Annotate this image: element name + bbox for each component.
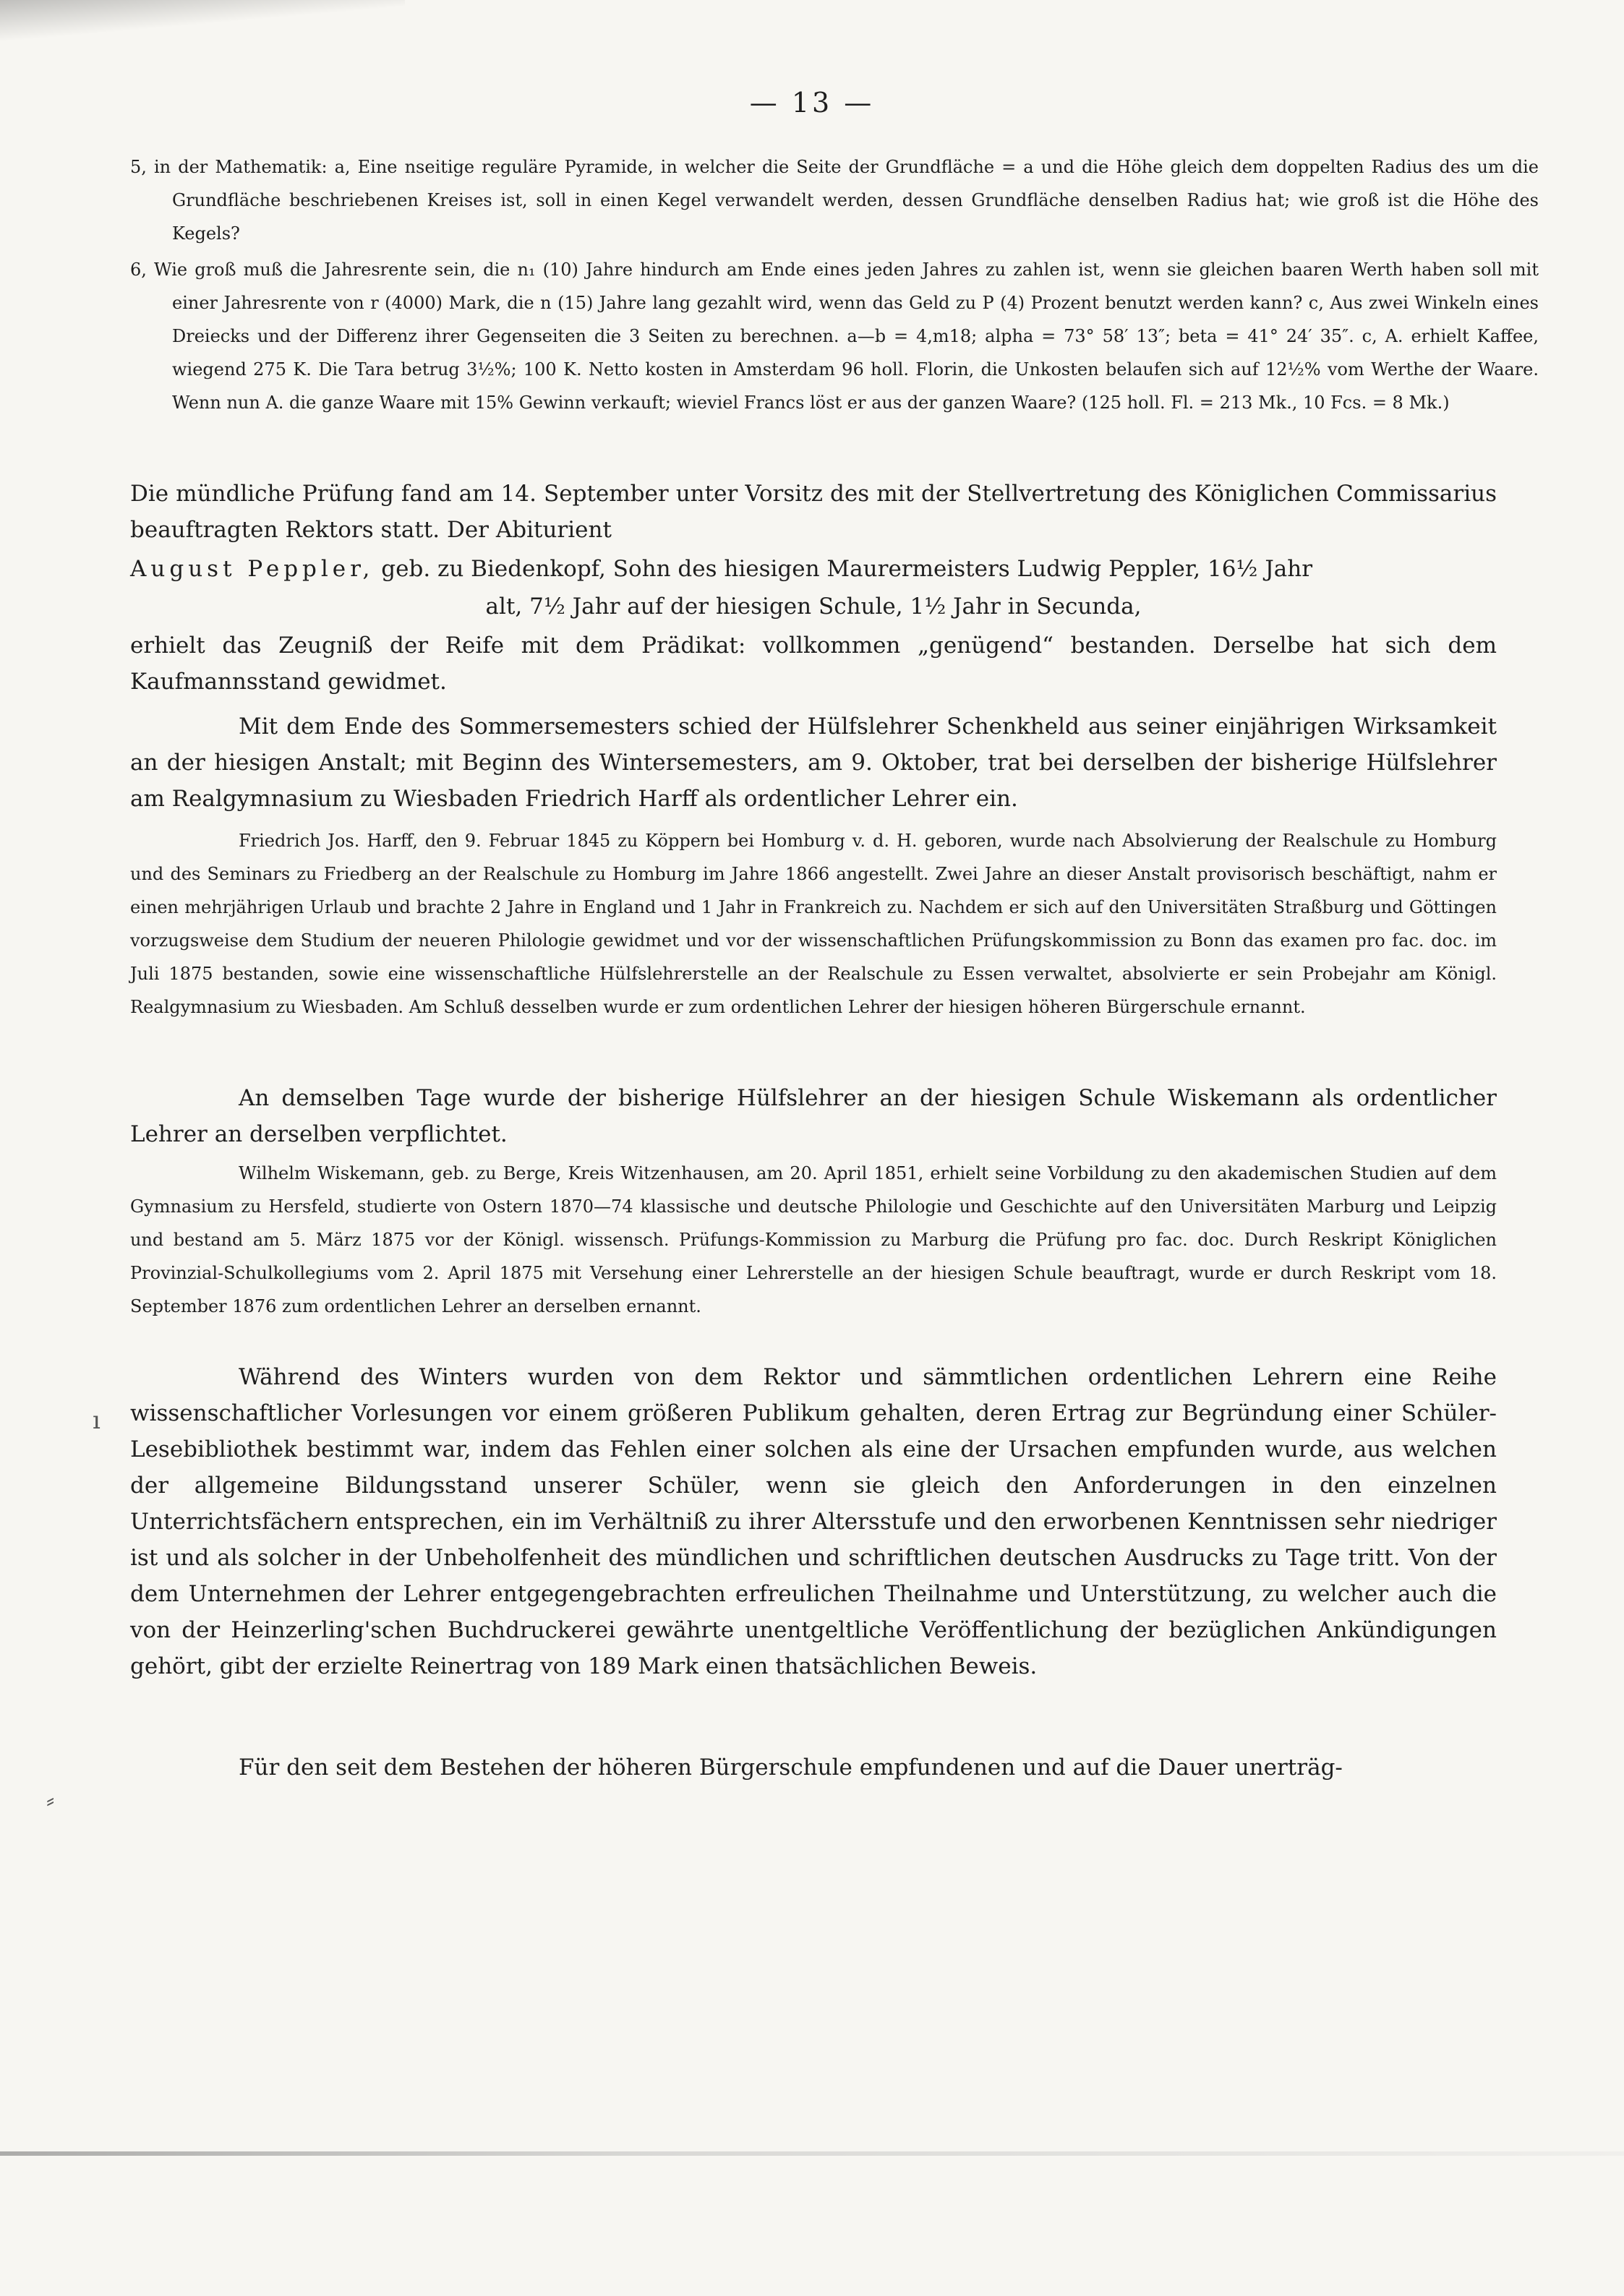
exam-result: erhielt das Zeugniß der Reife mit dem Prädikat: vollkommen „genügend“ bestanden. Derselbe hat sich dem Kaufmannsstand gewidmet.	[130, 633, 1497, 695]
pupil-line-1	[130, 551, 1497, 587]
lectures-paragraph: Während des Winters wurden von dem Rektor und sämmtlichen ordentlichen Lehrern eine Reihe wissenschaftlicher Vorlesungen vor einem größeren Publikum gehalten, deren Ertrag zur Begründung einer Schüler-Lesebibliothek bestimmt war, indem das Fehlen einer solchen als eine der Ursachen empfunden wurde, aus welchen der allgemeine Bildungsstand unserer Schüler, wenn sie gleich den Anforderungen in den einzelnen Unterrichtsfächern entsprechen, ein im Verhältniß zu ihrer Altersstufe und den erworbenen Kenntnissen sehr niedriger ist und als solcher in der Unbeholfenheit des mündlichen und schriftlichen deutschen Ausdrucks zu Tage tritt. Von der dem Unternehmen der Lehrer entgegengebrachten erfreulichen Theilnahme und Unterstützung, zu welcher auch die von der Heinzerling'schen Buchdruckerei gewährte unentgeltliche Veröffentlichung der bezüglichen Ankündigungen gehört, gibt der erzielte Reinertrag von 189 Mark einen thatsächlichen Beweis.	[130, 1364, 1497, 1679]
harff-biography: Friedrich Jos. Harff, den 9. Februar 1845 zu Köppern bei Homburg v. d. H. geboren, wurde nach Absolvierung der Realschule zu Homburg und des Seminars zu Friedberg an der Realschule zu Homburg im Jahre 1866 angestellt. Zwei Jahre an dieser Anstalt provisorisch beschäftigt, nahm er einen mehrjährigen Urlaub und brachte 2 Jahre in England und 1 Jahr in Frankreich zu. Nachdem er sich auf den Universitäten Straßburg und Göttingen vorzugsweise dem Studium der neueren Philologie gewidmet und vor der wissenschaftlichen Prüfungskommission zu Bonn das examen pro fac. doc. im Juli 1875 bestanden, sowie eine wissenschaftliche Hülfslehrerstelle an der Realschule zu Essen verwaltet, absolvierte er sein Probejahr am Königl. Realgymnasium zu Wiesbaden. Am Schluß desselben wurde er zum ordentlichen Lehrer der hiesigen höheren Bürgerschule ernannt.	[130, 831, 1497, 1017]
wiskemann-paragraph: An demselben Tage wurde der bisherige Hülfslehrer an der hiesigen Schule Wiskemann als ordentlicher Lehrer an derselben verpflichtet.	[130, 1085, 1497, 1147]
oral-exam-intro: Die mündliche Prüfung fand am 14. September unter Vorsitz des mit der Stellvertretung des Königlichen Commissarius beauftragten Rektors statt. Der Abiturient	[130, 481, 1497, 543]
pupil-details-1: geb. zu Biedenkopf, Sohn des hiesigen Maurermeisters Ludwig Peppler, 16½ Jahr	[381, 556, 1313, 582]
pupil-name: August Peppler,	[130, 556, 375, 582]
scan-shadow-top	[0, 0, 405, 58]
closing-paragraph: Für den seit dem Bestehen der höheren Bürgerschule empfundenen und auf die Dauer unerträg-	[239, 1755, 1343, 1781]
exam-item-6: 6, Wie groß muß die Jahresrente sein, die n₁ (10) Jahre hindurch am Ende eines jeden Jahres zu zahlen ist, wenn sie gleichen baaren Werth haben soll mit einer Jahresrente von r (4000) Mark, die n (15) Jahre lang gezahlt wird, wenn das Geld zu P (4) Prozent benutzt werden kann? c, Aus zwei Winkeln eines Dreiecks und der Differenz ihrer Gegenseiten die 3 Seiten zu berechnen. a—b = 4,m18; alpha = 73° 58′ 13″; beta = 41° 24′ 35″. c, A. erhielt Kaffee, wiegend 275 K. Die Tara betrug 3½%; 100 K. Netto kosten in Amsterdam 96 holl. Florin, die Unkosten belaufen sich auf 12½% vom Werthe der Waare. Wenn nun A. die ganze Waare mit 15% Gewinn verkauft; wieviel Francs löst er aus der ganzen Waare? (125 holl. Fl. = 213 Mk., 10 Fcs. = 8 Mk.)	[130, 260, 1539, 413]
pupil-details-2: alt, 7½ Jahr auf der hiesigen Schule, 1½ Jahr in Secunda,	[485, 594, 1142, 620]
scan-shadow-bottom	[0, 2151, 1624, 2156]
wiskemann-biography: Wilhelm Wiskemann, geb. zu Berge, Kreis Witzenhausen, am 20. April 1851, erhielt seine Vorbildung zu den akademischen Studien auf dem Gymnasium zu Hersfeld, studierte von Ostern 1870—74 klassische und deutsche Philologie und Geschichte auf den Universitäten Marburg und Leipzig und bestand am 5. März 1875 vor der Königl. wissensch. Prüfungs-Kommission zu Marburg die Prüfung pro fac. doc. Durch Reskript Königlichen Provinzial-Schulkollegiums vom 2. April 1875 mit Versehung einer Lehrerstelle an der hiesigen Schule beauftragt, wurde er durch Reskript vom 18. September 1876 zum ordentlichen Lehrer an derselben ernannt.	[130, 1163, 1497, 1316]
harff-paragraph: Mit dem Ende des Sommersemesters schied der Hülfslehrer Schenkheld aus seiner einjährigen Wirksamkeit an der hiesigen Anstalt; mit Beginn des Wintersemesters, am 9. Oktober, trat bei derselben der bisherige Hülfslehrer am Realgymnasium zu Wiesbaden Friedrich Harff als ordentlicher Lehrer ein.	[130, 714, 1497, 812]
margin-pencil-mark: ⸗	[46, 1786, 55, 1815]
exam-item-5: 5, in der Mathematik: a, Eine nseitige reguläre Pyramide, in welcher die Seite der Grundfläche = a und die Höhe gleich dem doppelten Radius des um die Grundfläche beschriebenen Kreises ist, soll in einen Kegel verwandelt werden, dessen Grundfläche denselben Radius hat; wie groß ist die Höhe des Kegels?	[130, 157, 1539, 244]
margin-tick-mark: ı	[93, 1406, 101, 1435]
page-number: — 13 —	[749, 87, 875, 119]
